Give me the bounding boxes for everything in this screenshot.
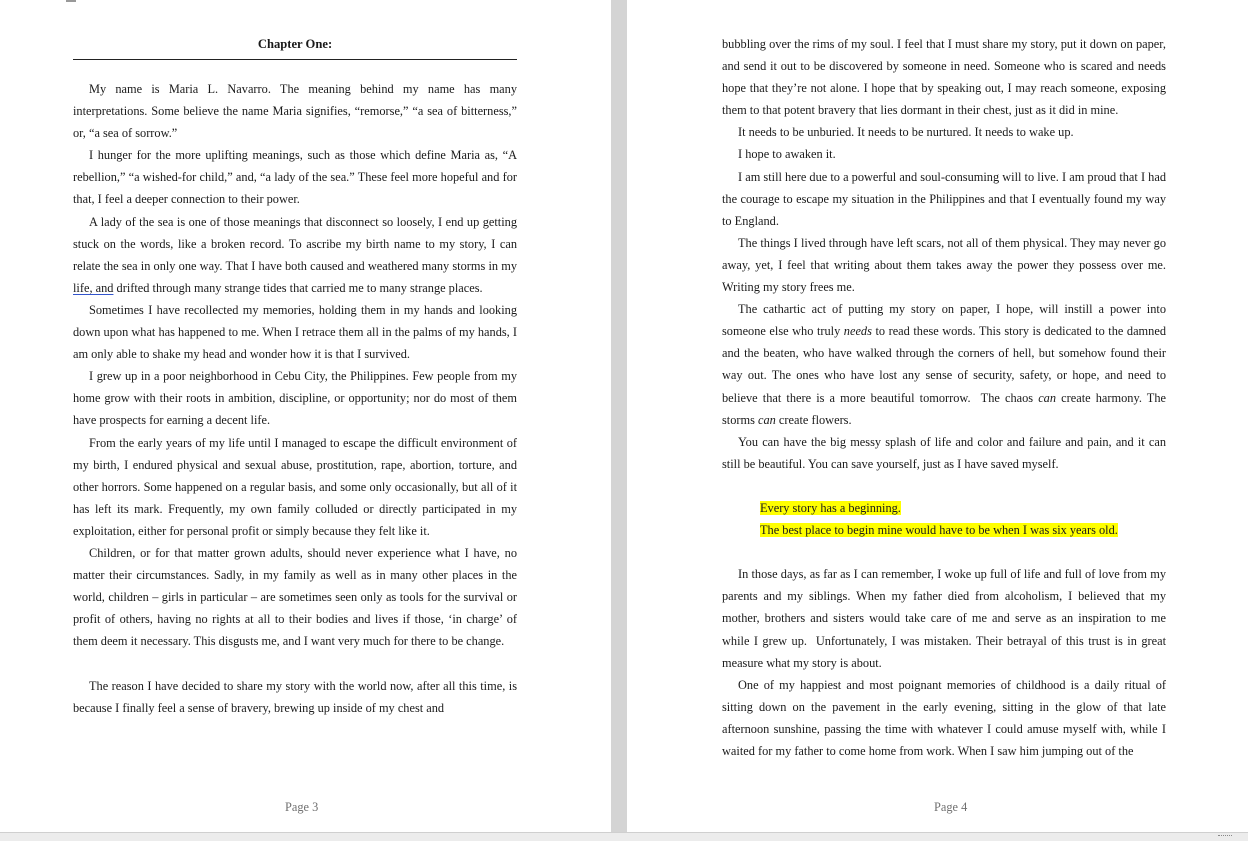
page-gutter [611, 0, 627, 840]
paragraph[interactable]: The reason I have decided to share my story with the world now, after all this time, is because I finally feel a sense of bravery, brewing up inside of my chest and [73, 678, 517, 715]
page-4-body[interactable] [722, 33, 1166, 762]
paragraph[interactable] [722, 298, 1166, 431]
highlighted-line[interactable] [722, 497, 1166, 519]
paragraph-text[interactable]: A lady of the sea is one of those meanings that disconnect so loosely, I end up getting stuck on the words, like a broken record. To ascribe my birth name to my story, I can relate the sea in only one way. That I have both caused and weathered many storms in my [73, 214, 517, 273]
paragraph[interactable]: Sometimes I have recollected my memories, holding them in my hands and looking down upon what has happened to me. When I retrace them all in the palms of my hands, I am only able to shake my head and wonder how it is that I survived. [73, 302, 517, 362]
paragraph[interactable]: I hope to awaken it. [738, 147, 836, 162]
blank-line [722, 475, 1166, 497]
paragraph-text[interactable]: to read these words. This story is dedicated to the damned and the beaten, who have walked through the corners of hell, but somehow found their way out. The ones who have lost any sense of security, safety, or hope, and need to believe that there is a more beautiful tomorrow. The chaos [722, 324, 1166, 405]
page-number-footer: Page 3 [285, 800, 319, 814]
emphasis-text[interactable]: can [1038, 390, 1057, 405]
paragraph[interactable]: I am still here due to a powerful and soul-consuming will to live. I am proud that I had the courage to escape my situation in the Philippines and that I eventually found my way to England. [722, 169, 1166, 228]
paragraph[interactable] [73, 211, 517, 299]
highlighted-line[interactable] [722, 519, 1166, 541]
blank-line [722, 541, 1166, 563]
paragraph[interactable]: You can have the big messy splash of life and color and failure and pain, and it can still be beautiful. You can save yourself, just as I have saved myself. [722, 434, 1166, 471]
paragraph[interactable]: My name is Maria L. Navarro. The meaning behind my name has many interpretations. Some believe the name Maria signifies, “remorse,” “a sea of bitterness,” or, “a sea of sorrow.” [73, 82, 517, 141]
page-number-footer: Page 4 [934, 800, 968, 814]
highlighted-text[interactable]: The best place to begin mine would have to be when I was six years old. [760, 523, 1118, 538]
emphasis-text[interactable]: can [758, 412, 776, 427]
paragraph[interactable]: The things I lived through have left scars, not all of them physical. They may never go away, yet, I feel that writing about them takes away the power they possess over me. Writing my story frees me. [722, 235, 1166, 295]
emphasis-text[interactable]: needs [843, 324, 872, 339]
paragraph[interactable]: I grew up in a poor neighborhood in Cebu City, the Philippines. Few people from my home grow with their roots in ambition, discipline, or opportunity; nor do most of them have prospects for earning a decent life. [73, 369, 517, 428]
paragraph[interactable]: I hunger for the more uplifting meanings, such as those which define Maria as, “A rebellion,” “a wished-for child,” and, “a lady of the sea.” These feel more hopeful and for that, I feel a deeper connection to their power. [73, 148, 517, 207]
document-page-3[interactable] [0, 0, 611, 832]
paragraph[interactable]: bubbling over the rims of my soul. I feel that I must share my story, put it down on paper, and send it out to be discovered by someone in need. Someone who is scared and needs hope that they’re not alone. I hope that by speaking out, I may reach someone, exposing them to that potent bravery that lies dormant in their chest, just as it did in mine. [722, 37, 1166, 118]
page-corner-marker [66, 0, 76, 2]
paragraph-text[interactable]: The cathartic act of putting my story on paper, I hope, will instill a power into someone else who truly [722, 302, 1166, 339]
resize-grip-icon[interactable] [1218, 835, 1232, 840]
document-page-4[interactable] [627, 0, 1248, 832]
paragraph[interactable]: Children, or for that matter grown adults, should never experience what I have, no matter their circumstances. Sadly, in my family as well as in many other places in the world, children – girls in particular – are sometimes seen only as tools for the survival or profit of others, having no rights at all to their bodies and lives if those, ‘in charge’ of them deem it necessary. This disgusts me, and I want very much for there to be change. [73, 545, 517, 649]
paragraph-text[interactable]: create flowers. [775, 412, 852, 427]
paragraph[interactable]: In those days, as far as I can remember, I woke up full of life and full of love from my parents and my siblings. When my father died from alcoholism, I believed that my mother, brothers and sisters would take care of me and serve as an inspiration to me while I grew up. Unfortunately, I was mistaken. Their betrayal of this trust is in great measure what my story is about. [722, 567, 1166, 670]
spelling-flag-underline[interactable]: life, and [73, 280, 114, 295]
paragraph[interactable]: From the early years of my life until I managed to escape the difficult environment of my birth, I endured physical and sexual abuse, prostitution, rape, abortion, torture, and other horrors. Some happened on a regular basis, and some only occasionally, but all of it has left its mark. Frequently, my own family colluded or directly participated in my exploitation, either for personal profit or simply because they felt like it. [73, 435, 517, 538]
highlighted-text[interactable]: Every story has a beginning. [760, 500, 901, 515]
page-3-body[interactable] [73, 78, 517, 719]
chapter-title[interactable]: Chapter One: [257, 37, 333, 51]
blank-line [73, 652, 517, 674]
paragraph-text[interactable]: drifted through many strange tides that carried me to many strange places. [113, 280, 483, 295]
paragraph[interactable]: One of my happiest and most poignant memories of childhood is a daily ritual of sitting down on the pavement in the early evening, sitting in the glow of that late afternoon sunshine, passing the time with whatever I could amuse myself with, while I waited for my father to come home from work. When I saw him jumping out of the [722, 677, 1166, 758]
paragraph-text[interactable]: create harmony. The storms [722, 390, 1166, 427]
paragraph[interactable]: It needs to be unburied. It needs to be nurtured. It needs to wake up. [738, 125, 1074, 140]
chapter-title-rule [73, 59, 517, 60]
